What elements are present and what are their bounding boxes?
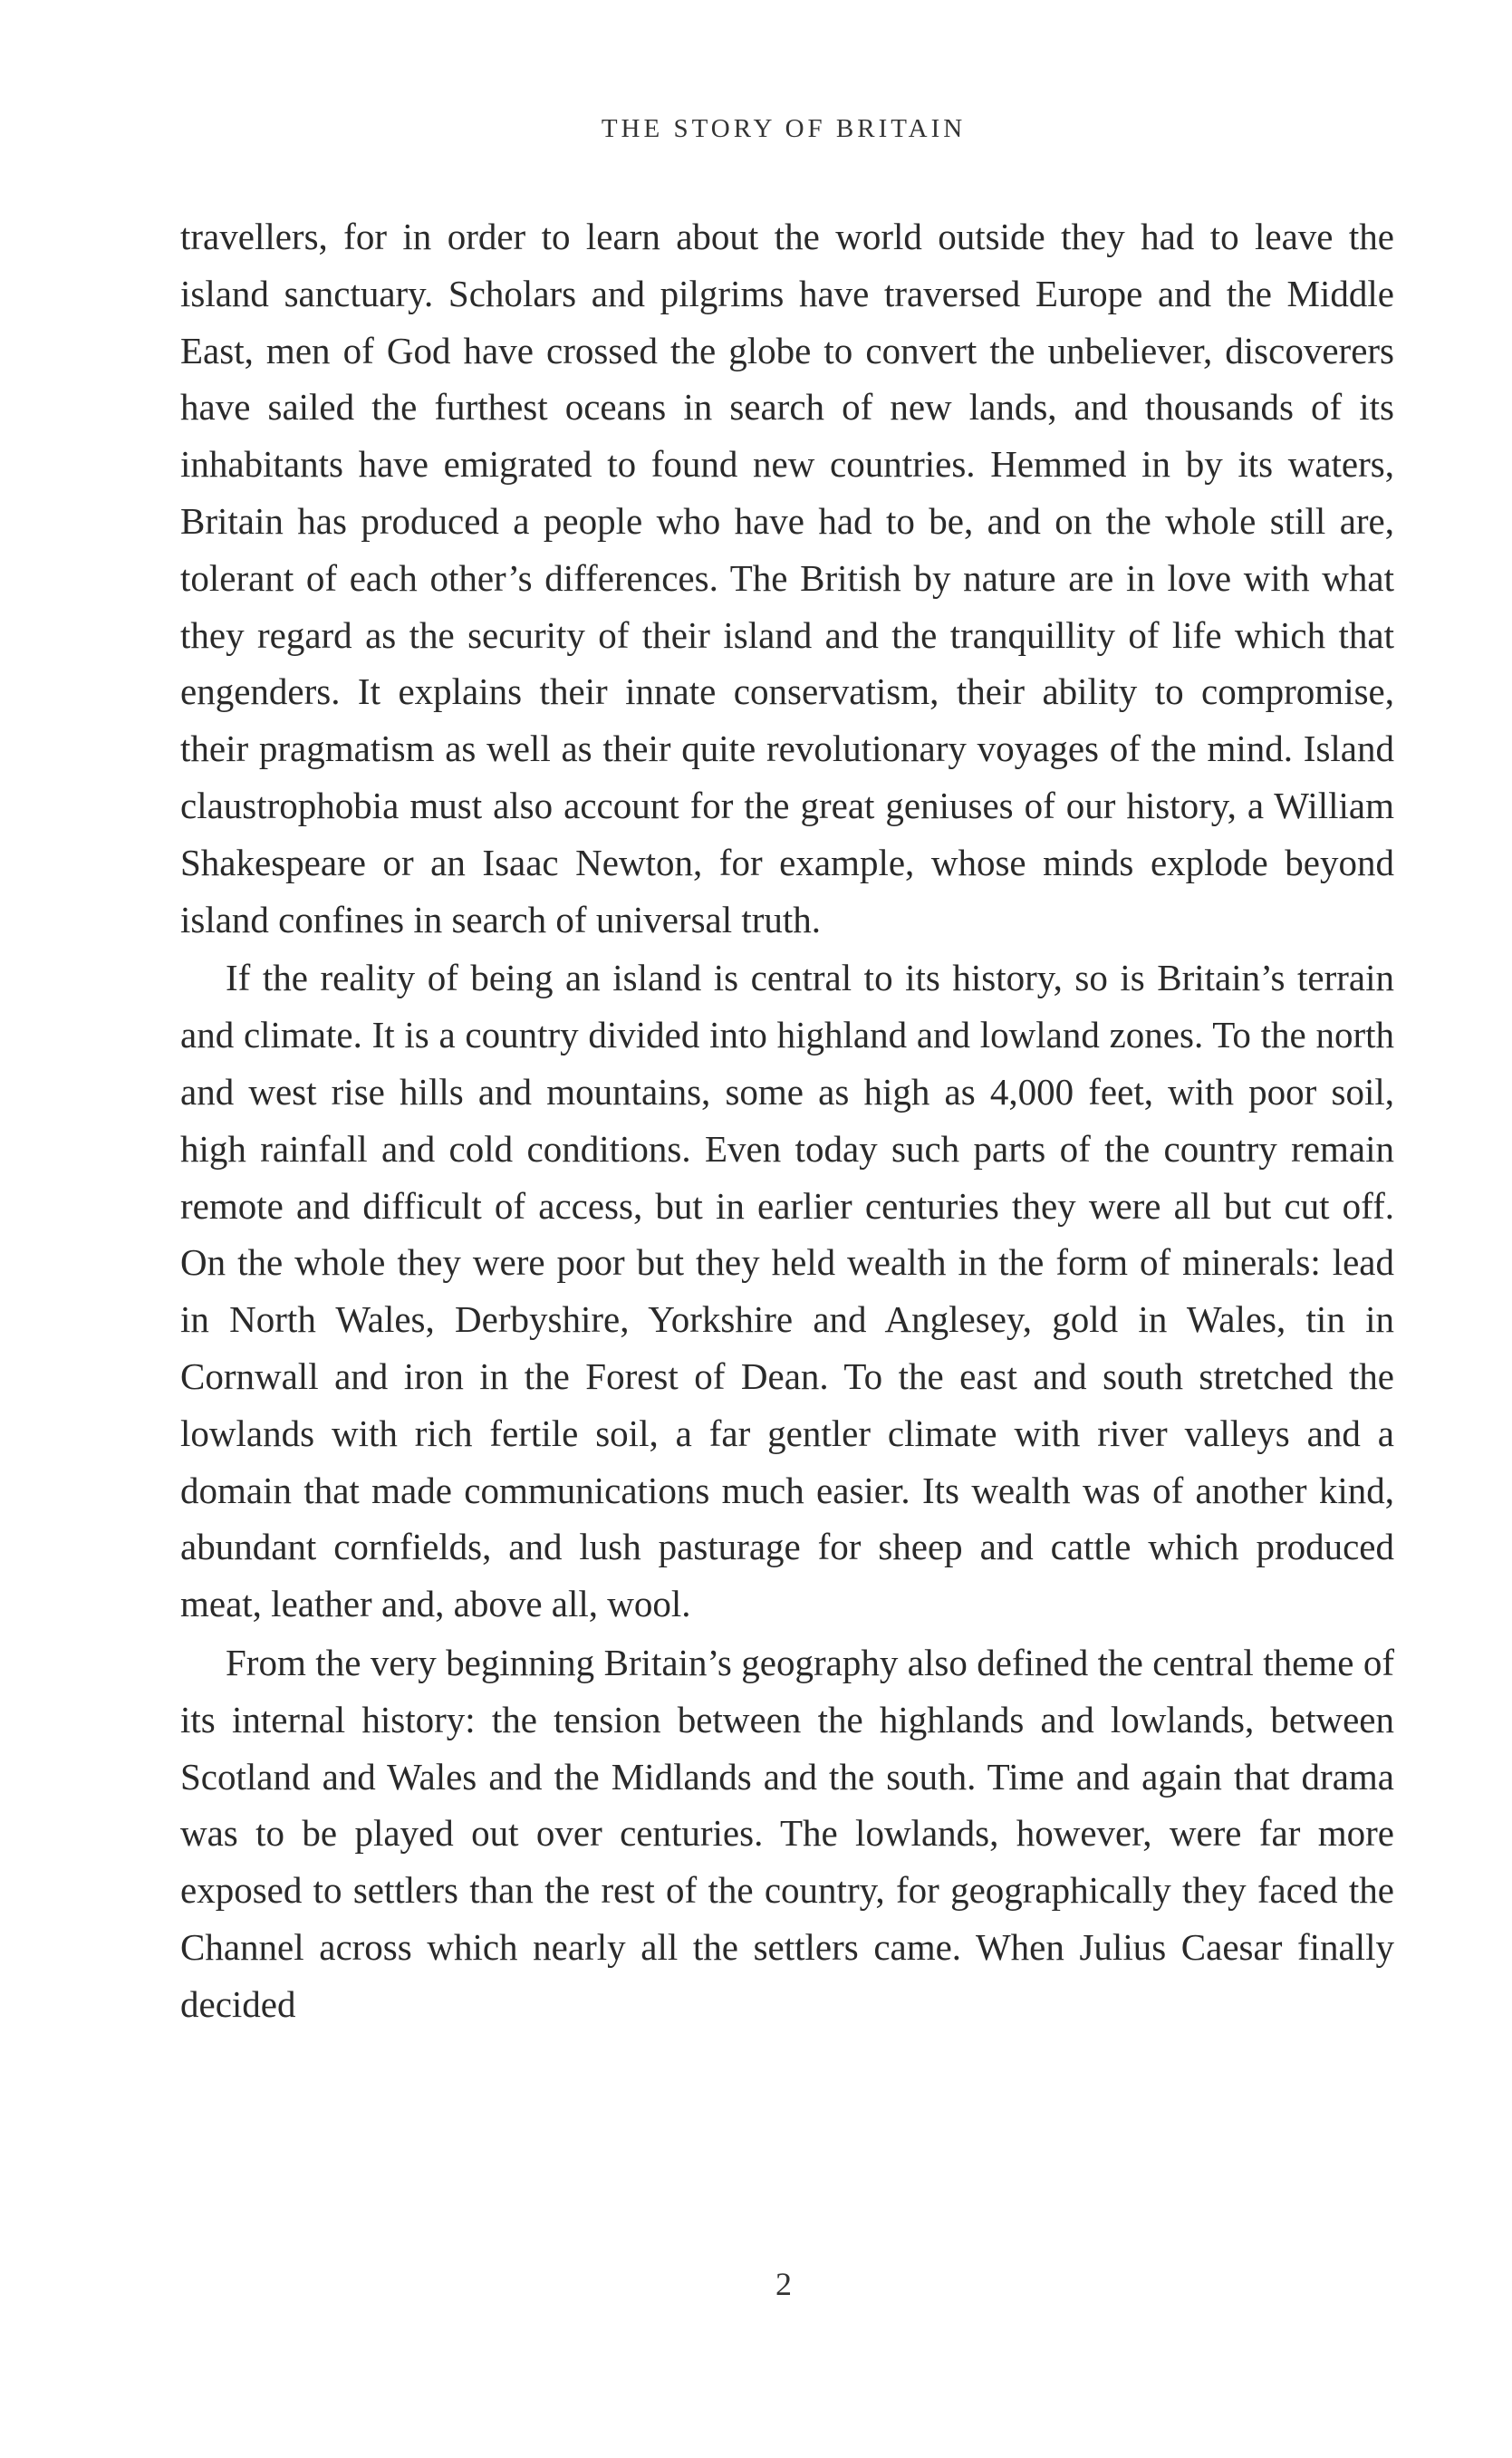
body-text [180,208,1394,2033]
running-header: THE STORY OF BRITAIN [601,114,967,143]
paragraph-1: travellers, for in order to learn about the world outside they had to leave the island sanctuary. Scholars and pilgrims have traversed Europe and the Middle East, men of God have crossed the globe to convert the unbeliever, discoverers have sailed the furthest oceans in search of new lands, and thousands of its inhabitants have emigrated to found new countries. Hemmed in by its waters, Britain has produced a people who have had to be, and on the whole still are, tolerant of each other’s differences. The British by nature are in love with what they regard as the security of their island and the tranquillity of life which that engenders. It explains their innate conservatism, their ability to compromise, their pragmatism as well as their quite revolutionary voyages of the mind. Island claustrophobia must also account for the great geniuses of our history, a William Shakespeare or an Isaac Newton, for example, whose minds explode beyond island confines in search of universal truth. [180,216,1394,940]
page-number: 2 [775,2266,792,2302]
paragraph-3: From the very beginning Britain’s geography also defined the central theme of its internal history: the tension between the highlands and lowlands, between Scotland and Wales and the Midlands and the south. Time and again that drama was to be played out over centuries. The lowlands, however, were far more exposed to settlers than the rest of the country, for geographically they faced the Channel across which nearly all the settlers came. When Julius Caesar finally decided [180,1641,1394,2025]
paragraph-2: If the reality of being an island is central to its history, so is Britain’s terrain and climate. It is a country divided into highland and lowland zones. To the north and west rise hills and mountains, some as high as 4,000 feet, with poor soil, high rainfall and cold conditions. Even today such parts of the country remain remote and difficult of access, but in earlier centuries they were all but cut off. On the whole they were poor but they held wealth in the form of minerals: lead in North Wales, Derbyshire, Yorkshire and Anglesey, gold in Wales, tin in Cornwall and iron in the Forest of Dean. To the east and south stretched the lowlands with rich fertile soil, a far gentler climate with river valleys and a domain that made communications much easier. Its wealth was of another kind, abundant cornfields, and lush pasturage for sheep and cattle which produced meat, leather and, above all, wool. [180,957,1394,1625]
